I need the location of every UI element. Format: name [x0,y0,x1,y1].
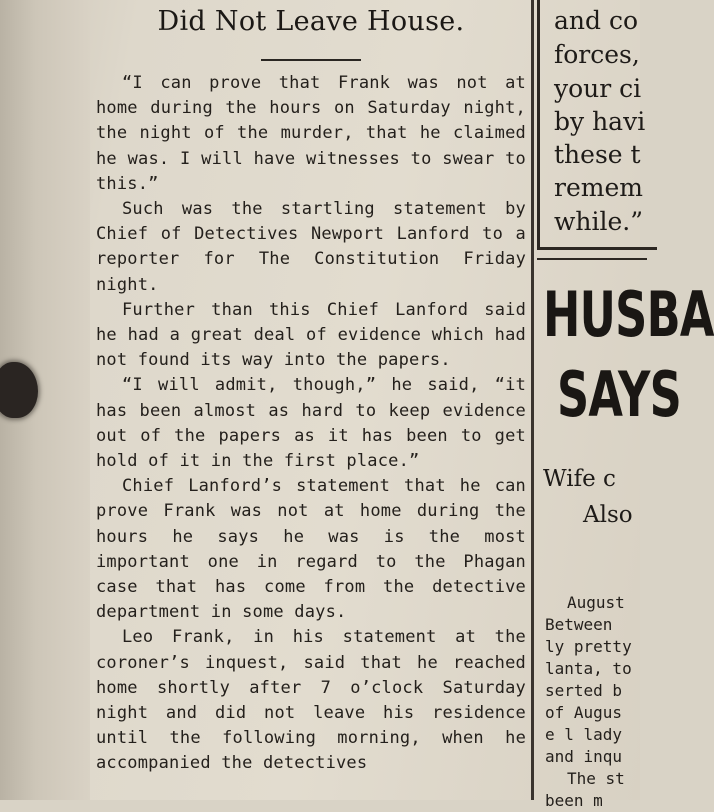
quote-line: while.” [554,207,644,236]
article-paragraph: Chief Lanford’s statement that he can prove Frank was not at home during the hours he says he was is the most important one in regard to the Phagan case that has come from the detective department in some days. [96,476,526,623]
adjacent-body [545,592,685,812]
article-paragraph: Such was the startling statement by Chief of Detectives Newport Lanford to a reporter for The Constitution Friday night. [96,199,526,295]
quote-line: these t [554,140,641,169]
article-paragraph: Leo Frank, in his statement at the coroner’s inquest, said that he reached home shortly after 7 o’clock Saturday night and did not leave his residence until the following morning, when he accompanied the detectives [96,627,526,774]
quote-line: forces, [554,40,640,69]
quote-line: remem [554,173,643,202]
section-rule [537,258,647,260]
article-paragraph: “I can prove that Frank was not at home during the hours on Saturday night, the night of the murder, that he claimed he was. I will have witnesses to swear to this.” [96,73,526,194]
adjacent-text-line: lanta, to [545,659,632,678]
column-divider [531,0,534,800]
headline-rule [261,59,361,61]
adjacent-text-line: of Augus [545,703,623,722]
adjacent-text-line: and inqu [545,747,623,766]
article-paragraph: Further than this Chief Lanford said he had a great deal of evidence which had not found its way into the papers. [96,299,526,371]
adjacent-subhead-line2: Also [583,502,633,528]
adjacent-headline-line1: HUSBA [543,278,714,351]
quote-line: by havi [554,107,646,136]
quote-line: and co [554,6,639,35]
adjacent-column [537,0,714,810]
adjacent-subhead-line1: Wife c [543,466,616,492]
article-paragraph: “I will admit, though,” he said, “it has been almost as hard to keep evidence out of the papers as it has been to get hold of it in the first place.” [96,375,526,472]
article-headline: Did Not Leave House. [157,6,465,37]
adjacent-text-line: August [567,593,625,612]
quote-box [537,0,657,250]
adjacent-text-line: been m [545,791,603,810]
adjacent-text-line: serted b [545,681,623,700]
quote-line: your ci [554,74,642,103]
adjacent-text-line: The st [567,769,625,788]
adjacent-headline-line2: SAYS [557,358,682,431]
adjacent-text-line: Between [545,615,613,634]
adjacent-text-line: ly pretty [545,637,632,656]
article-body [96,71,526,777]
adjacent-text-line: e l lady [545,725,623,744]
article-column [96,0,526,800]
